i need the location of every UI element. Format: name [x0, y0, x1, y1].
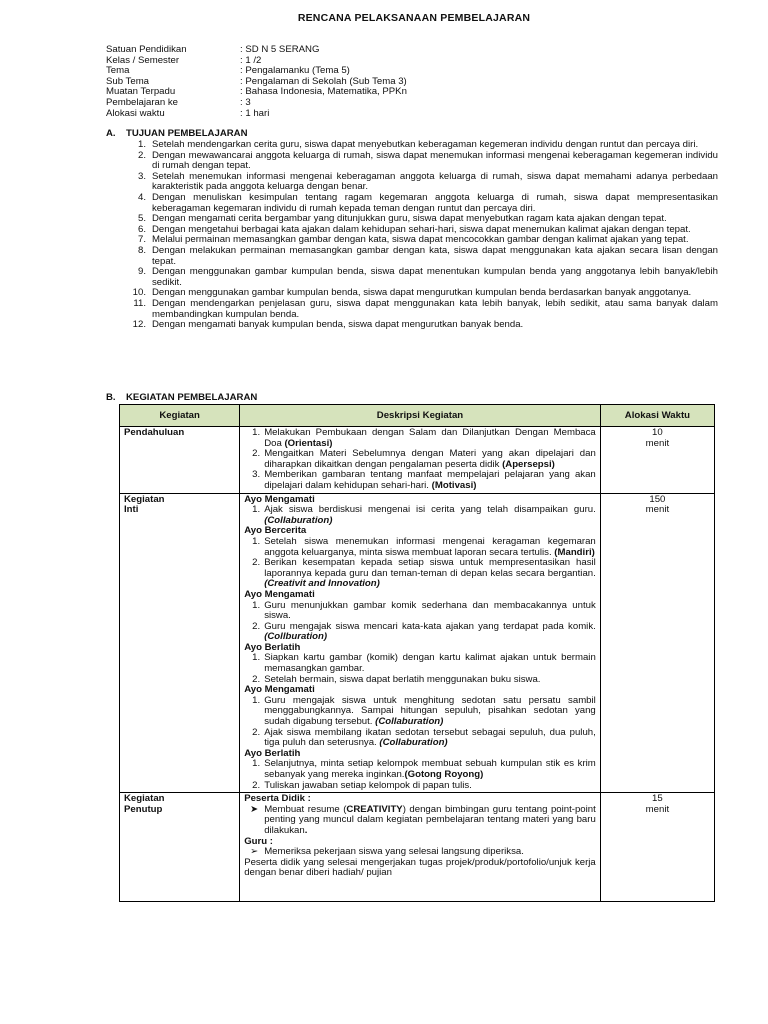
identity-label: Tema — [106, 65, 130, 77]
step-text — [264, 470, 596, 491]
step-body: Guru mengajak siswa mencari kata-kata ajakan yang terdapat pada komik. — [264, 620, 596, 632]
step-number: 2. — [252, 673, 261, 685]
stage-allocation — [600, 427, 714, 494]
identity-row — [106, 45, 407, 56]
activity-step — [244, 558, 596, 590]
step-body: Memberikan gambaran tentang manfaat mempelajari pelajaran yang akan dipelajari dalam kehidupan sehari-hari. — [264, 469, 596, 491]
goal-item — [106, 193, 718, 214]
activity-step — [244, 601, 596, 622]
activity-group-title: Ayo Berlatih — [244, 641, 301, 653]
participant-label: Peserta Didik : — [244, 793, 311, 805]
step-text — [264, 759, 596, 780]
activity-group-title: Ayo Mengamati — [244, 684, 315, 696]
step-tag: (Collburation) — [264, 631, 328, 643]
alloc-number: 10 — [652, 427, 663, 438]
goal-text: Dengan mewawancarai anggota keluarga di rumah, siswa dapat menemukan informasi mengenai keberagaman kegemeran individu di rumah dengan tepat. — [152, 149, 718, 172]
step-tag: (Creativit and Innovation) — [264, 578, 380, 590]
step-text — [264, 805, 596, 837]
step-tag: (Motivasi) — [431, 479, 477, 491]
activity-group-title: Ayo Mengamati — [244, 493, 315, 505]
step-text — [264, 558, 596, 590]
step-text: Setelah bermain, siswa dapat berlatih menggunakan buku siswa. — [264, 673, 541, 685]
step-tag: (Gotong Royong) — [404, 769, 484, 780]
identity-label: Kelas / Semester — [106, 54, 180, 66]
step-text — [264, 428, 596, 449]
goal-text: Setelah menemukan informasi mengenai keberagaman anggota keluarga di rumah, siswa dapat memahami adanya perbedaan karakteristik pada anggota keluarga dengan benar. — [152, 170, 718, 193]
goal-number: 3. — [137, 170, 146, 182]
section-kegiatan — [106, 393, 726, 404]
step-number: 2. — [252, 779, 261, 791]
goal-item — [106, 140, 718, 151]
section-tujuan — [106, 129, 718, 331]
step-text — [264, 622, 596, 643]
arrow-bullet-icon: ➤ — [250, 803, 259, 815]
step-text: Guru menunjukkan gambar komik sederhana dan membacakannya untuk siswa. — [264, 599, 596, 622]
goal-item — [106, 320, 718, 331]
activity-step — [244, 728, 596, 749]
identity-label: Alokasi waktu — [106, 107, 165, 119]
stage-allocation — [600, 493, 714, 793]
goal-number: 2. — [137, 149, 146, 161]
stage-name: Pendahuluan — [120, 427, 240, 494]
stage-name-line: Penutup — [124, 803, 163, 815]
goal-item — [106, 151, 718, 172]
goal-number: 4. — [137, 191, 146, 203]
identity-label: Satuan Pendidikan — [106, 44, 187, 55]
goal-number: 5. — [137, 213, 146, 225]
document-title: RENCANA PELAKSANAAN PEMBELAJARAN — [297, 12, 531, 24]
step-tag: (Collaburation) — [264, 514, 333, 526]
goal-text: Dengan mengamati cerita bergambar yang ditunjukkan guru, siswa dapat menyebutkan ragam kata ajakan dengan tepat. — [152, 213, 667, 225]
stage-name — [120, 793, 240, 902]
goal-text: Dengan mengamati banyak kumpulan benda, siswa dapat mengurutkan banyak benda. — [152, 319, 524, 331]
identity-label: Sub Tema — [106, 75, 150, 87]
teacher-label: Guru : — [244, 835, 273, 847]
identity-value: : 1 /2 — [240, 54, 262, 66]
activity-group-title: Ayo Bercerita — [244, 525, 307, 537]
step-body: Ajak siswa membilang ikatan sedotan tersebut sebagai sepuluh, dua puluh, tiga puluh dan seterusnya. — [264, 726, 596, 749]
row-inti — [120, 493, 715, 793]
goal-number: 1. — [137, 139, 146, 150]
goal-text: Dengan menggunakan gambar kumpulan benda, siswa dapat mengurutkan kumpulan benda berdasarkan banyak anggotanya. — [152, 287, 692, 299]
alloc-number: 15 — [652, 793, 663, 805]
alloc-number: 150 — [649, 493, 666, 505]
step-number: 1. — [252, 599, 261, 611]
goal-number: 11. — [133, 297, 146, 309]
step-body: ) dengan bimbingan guru tentang point-point penting yang muncul dalam kegiatan pembelajaran tentang materi yang baru dilakukan — [264, 803, 596, 836]
step-number: 2. — [252, 557, 261, 569]
goal-text: Dengan melakukan permainan memasangkan gambar dengan kata, siswa dapat menggunakan kata ajakan secara lisan dengan tepat. — [152, 244, 718, 267]
header-deskripsi: Deskripsi Kegiatan — [240, 405, 601, 427]
step-text — [264, 537, 596, 558]
identity-label: Muatan Terpadu — [106, 86, 176, 98]
stage-name-line: Kegiatan — [124, 793, 165, 805]
step-number: 1. — [252, 535, 261, 547]
activity-step — [244, 505, 596, 526]
stage-name-line: Kegiatan — [124, 493, 165, 505]
alloc-unit: menit — [645, 504, 670, 516]
activity-step — [244, 622, 596, 643]
section-heading — [106, 393, 726, 404]
goal-item — [106, 267, 718, 288]
goal-text: Setelah mendengarkan cerita guru, siswa dapat menyebutkan keberagaman kegemeran individu dengan runtut dan percaya diri. — [152, 139, 699, 150]
goal-number: 9. — [137, 266, 146, 278]
activity-step — [244, 805, 596, 837]
step-text — [264, 728, 596, 749]
step-tag: CREATIVITY — [346, 803, 403, 815]
identity-value: : 3 — [240, 96, 251, 108]
goal-number: 10. — [132, 287, 146, 299]
identity-row — [106, 98, 407, 109]
step-text — [264, 505, 596, 526]
identity-value: : 1 hari — [240, 107, 270, 119]
activity-step — [244, 449, 596, 470]
section-letter: B. — [106, 392, 116, 403]
goal-text: Dengan menuliskan kesimpulan tentang ragam kegemaran anggota keluarga di rumah, siswa dapat mempresentasikan keberagaman kegemaran individu di rumah kepada teman dengan runtut dan percaya diri. — [152, 191, 718, 214]
step-number: 2. — [252, 448, 261, 460]
arrow-bullet-icon: ➢ — [250, 846, 259, 858]
closing-paragraph: Peserta didik yang selesai mengerjakan tugas projek/produk/portofolio/unjuk kerja dengan benar diberi hadiah/ pujian — [244, 856, 596, 879]
goal-item — [106, 246, 718, 267]
step-body: Melakukan Pembukaan dengan Salam dan Dilanjutkan Dengan Membaca Doa — [264, 427, 596, 449]
activity-step — [244, 653, 596, 674]
identity-label: Pembelajaran ke — [106, 96, 178, 108]
step-number: 1. — [252, 504, 261, 516]
goals-list — [106, 140, 718, 331]
step-number: 2. — [252, 726, 261, 738]
step-body: . — [304, 824, 308, 836]
step-tag: (Orientasi) — [284, 437, 333, 449]
table-header-row — [120, 405, 715, 427]
goal-number: 7. — [137, 234, 146, 246]
alloc-unit: menit — [645, 803, 670, 815]
step-number: 1. — [252, 427, 261, 438]
activity-step — [244, 696, 596, 728]
alloc-unit: menit — [645, 437, 670, 449]
activity-group-title: Ayo Mengamati — [244, 588, 315, 600]
step-tag: (Collaburation) — [379, 737, 448, 749]
stage-description — [240, 427, 601, 494]
goal-item — [106, 299, 718, 320]
step-body: Setelah siswa menemukan informasi mengenai keragaman kegemaran anggota keluarganya, minta siswa membuat laporan secara tertulis. — [264, 535, 596, 558]
activity-step — [244, 537, 596, 558]
activity-step — [244, 781, 596, 792]
stage-description — [240, 493, 601, 793]
step-body: Mengaitkan Materi Sebelumnya dengan Materi yang akan dipelajari dan diharapkan dikaitkan dengan pengalaman peserta didik — [264, 448, 596, 470]
step-tag: (Collaburation) — [375, 716, 444, 728]
header-alokasi: Alokasi Waktu — [600, 405, 714, 427]
step-tag: (Apersepsi) — [502, 458, 555, 470]
step-body: Selanjutnya, minta setiap kelompok membuat sebuah kumpulan stik es krim sebanyak yang mereka inginkan. — [264, 758, 596, 780]
stage-name — [120, 493, 240, 793]
step-body: Berikan kesempatan kepada setiap siswa untuk mempresentasikan hasil laporannya kepada guru dan teman-teman di depan kelas secara bergantian. — [264, 557, 596, 579]
step-body: Membuat resume ( — [264, 803, 347, 815]
identity-value: : Pengalaman di Sekolah (Sub Tema 3) — [240, 75, 407, 87]
stage-allocation — [600, 793, 714, 902]
activity-step — [244, 470, 596, 491]
stage-description — [240, 793, 601, 902]
row-penutup — [120, 793, 715, 902]
goal-number: 12. — [132, 319, 146, 331]
step-text — [264, 449, 596, 470]
row-pendahuluan — [120, 427, 715, 494]
identity-row — [106, 109, 407, 120]
step-number: 2. — [252, 620, 261, 632]
step-tag: (Mandiri) — [554, 546, 595, 558]
identity-value: : SD N 5 SERANG — [240, 44, 320, 55]
goal-text: Dengan mengetahui berbagai kata ajakan dalam kehidupan sehari-hari, siswa dapat menemukan kalimat ajakan dengan tepat. — [152, 223, 691, 235]
step-text: Siapkan kartu gambar (komik) dengan kartu kalimat ajakan untuk bermain memasangkan gambar. — [264, 652, 596, 675]
goal-number: 8. — [137, 244, 146, 256]
activity-step — [244, 759, 596, 780]
step-number: 1. — [252, 652, 261, 664]
goal-text: Melalui permainan memasangkan gambar dengan kata, siswa dapat mencocokkan gambar dengan kalimat ajakan yang tepat. — [152, 234, 689, 246]
step-number: 1. — [252, 694, 261, 706]
step-text — [264, 696, 596, 728]
identity-value: : Bahasa Indonesia, Matematika, PPKn — [240, 86, 407, 98]
section-title: KEGIATAN PEMBELAJARAN — [126, 392, 258, 403]
activity-step — [244, 428, 596, 449]
step-text: Memeriksa pekerjaan siswa yang selesai langsung diperiksa. — [264, 846, 524, 858]
kegiatan-table — [119, 404, 715, 902]
step-body: Ajak siswa berdiskusi mengenai isi cerita yang telah disampaikan guru. — [264, 504, 596, 516]
activity-group-title: Ayo Berlatih — [244, 747, 301, 759]
goal-item — [106, 172, 718, 193]
step-number: 3. — [252, 469, 261, 481]
identity-block — [106, 45, 407, 119]
goal-number: 6. — [137, 223, 146, 235]
section-title: TUJUAN PEMBELAJARAN — [126, 128, 248, 139]
goal-text: Dengan menggunakan gambar kumpulan benda, siswa dapat menentukan kumpulan benda yang anggotanya lebih banyak/lebih sedikit. — [152, 266, 718, 288]
step-body: Guru mengajak siswa untuk menghitung sedotan satu persatu sambil menggabungkannya. Sampai hitungan sepuluh, pisahkan sedotan yang sudah digabung tersebut. — [264, 694, 596, 728]
step-number: 1. — [252, 758, 261, 770]
section-letter: A. — [106, 128, 116, 139]
step-text: Tuliskan jawaban setiap kelompok di papan tulis. — [264, 779, 472, 791]
goal-text: Dengan mendengarkan penjelasan guru, siswa dapat menggunakan kata lebih banyak, lebih sedikit, atau sama banyak dalam membandingkan kumpulan benda. — [152, 297, 718, 320]
identity-value: : Pengalamanku (Tema 5) — [240, 65, 350, 77]
stage-name-line: Inti — [124, 504, 139, 516]
header-kegiatan: Kegiatan — [120, 405, 240, 427]
